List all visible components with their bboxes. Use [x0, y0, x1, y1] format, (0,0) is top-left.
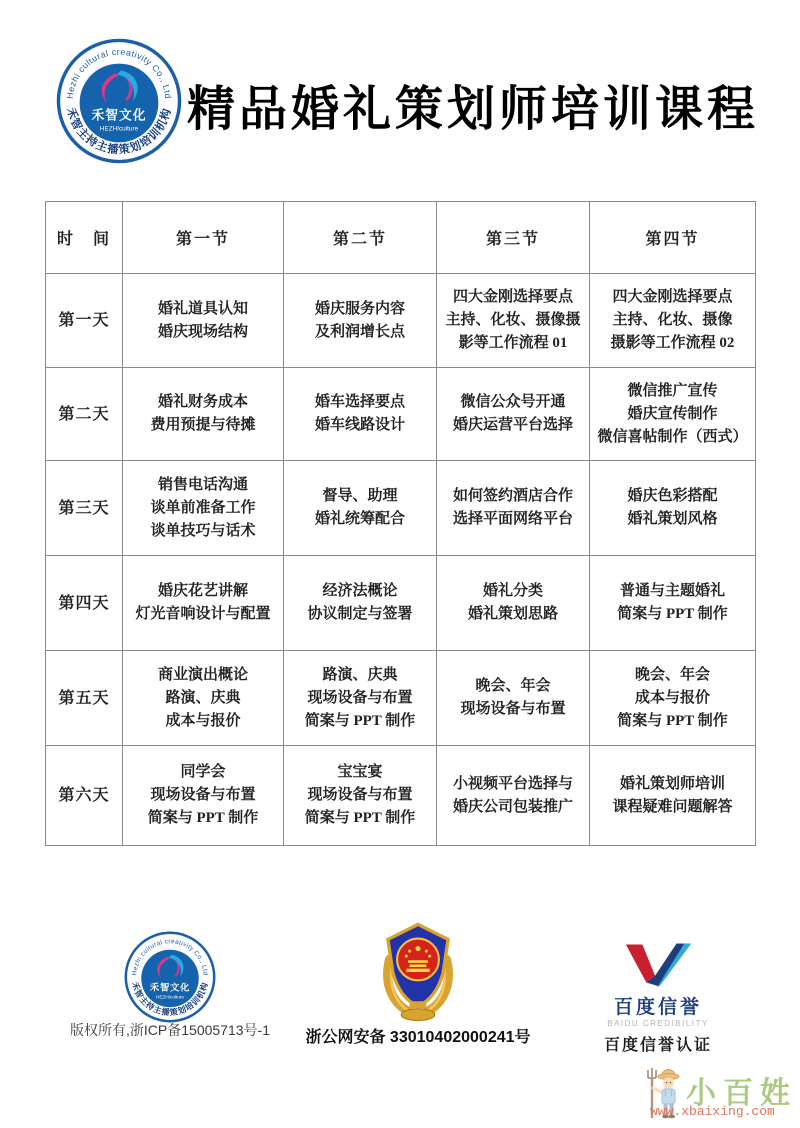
course-cell [437, 461, 590, 556]
course-cell [437, 651, 590, 746]
course-line: 及利润增长点 [314, 323, 405, 340]
course-cell [590, 651, 756, 746]
course-line: 简案与 PPT 制作 [147, 810, 259, 826]
course-cell [284, 274, 437, 368]
course-line: 摄影等工作流程 02 [610, 335, 735, 351]
course-cell [123, 556, 284, 651]
course-line: 简案与 PPT 制作 [617, 712, 728, 729]
course-cell [437, 746, 590, 846]
course-line: 婚车选择要点 [314, 394, 405, 410]
xbaixing-site-url: www.xbaixing.com [650, 1104, 775, 1119]
baidu-credibility-cn: 百度信誉 [613, 997, 702, 1018]
course-cell [590, 274, 756, 368]
hezhi-company-logo [56, 38, 182, 164]
course-line: 现场设备与布置 [150, 787, 256, 803]
course-line: 婚庆服务内容 [314, 300, 405, 317]
table-row [46, 746, 756, 846]
table-row [46, 556, 756, 651]
page-title: 精品婚礼策划师培训课程 [186, 83, 759, 136]
hezhi-company-logo-small [124, 931, 216, 1023]
course-cell [590, 556, 756, 651]
course-cell [284, 461, 437, 556]
table-row [46, 461, 756, 556]
course-line: 微信喜帖制作（西式） [597, 428, 748, 445]
course-line: 婚庆运营平台选择 [452, 417, 573, 433]
course-cell [284, 368, 437, 461]
column-header: 第二节 [284, 202, 437, 274]
course-line: 督导、助理 [322, 488, 398, 504]
course-line: 路演、庆典 [322, 666, 398, 683]
course-cell [284, 746, 437, 846]
course-line: 销售电话沟通 [157, 476, 248, 493]
course-line: 普通与主题婚礼 [619, 583, 725, 599]
course-line: 晚会、年会 [634, 666, 710, 683]
course-line: 小视频平台选择与 [452, 775, 573, 792]
table-row [46, 368, 756, 461]
course-cell [123, 651, 284, 746]
course-line: 灯光音响设计与配置 [135, 606, 271, 622]
baidu-v-icon [619, 938, 697, 990]
course-line: 如何签约酒店合作 [452, 488, 573, 504]
course-line: 婚礼统筹配合 [314, 511, 405, 527]
course-line: 婚庆色彩搭配 [627, 488, 718, 504]
course-line: 简案与 PPT 制作 [617, 606, 728, 622]
course-cell [123, 461, 284, 556]
course-line: 同学会 [180, 764, 226, 780]
course-cell [590, 368, 756, 461]
course-line: 成本与报价 [165, 712, 241, 729]
xbaixing-watermark [644, 1064, 797, 1124]
course-line: 主持、化妆、摄像 [612, 312, 733, 328]
police-record-text: 浙公网安备 33010402000241号 [305, 1029, 531, 1046]
course-line: 影等工作流程 01 [458, 335, 568, 351]
course-line: 主持、化妆、摄像摄 [445, 312, 581, 328]
table-row [46, 651, 756, 746]
course-line: 简案与 PPT 制作 [304, 712, 416, 729]
course-cell [123, 368, 284, 461]
course-line: 谈单前准备工作 [150, 499, 256, 516]
course-line: 成本与报价 [634, 689, 710, 706]
xbaixing-site-name: 小百姓 [686, 1077, 797, 1110]
course-cell [284, 556, 437, 651]
course-cell [590, 461, 756, 556]
course-line: 婚礼策划风格 [627, 511, 718, 527]
course-line: 微信推广宣传 [627, 382, 718, 399]
course-line: 现场设备与布置 [307, 689, 413, 706]
course-line: 婚礼策划师培训 [619, 775, 725, 792]
day-label: 第四天 [46, 556, 123, 651]
course-line: 课程疑难问题解答 [612, 798, 733, 815]
course-cell [123, 274, 284, 368]
course-schedule-table [45, 201, 756, 846]
course-line: 商业演出概论 [157, 666, 248, 683]
table-header-row [46, 202, 756, 274]
icp-copyright-text: 版权所有,浙ICP备15005713号-1 [70, 1022, 270, 1038]
column-header: 第四节 [590, 202, 756, 274]
baidu-credibility-block [593, 938, 723, 1055]
column-header: 时 间 [46, 202, 123, 274]
day-label: 第五天 [46, 651, 123, 746]
course-line: 婚庆花艺讲解 [157, 583, 248, 599]
course-line: 微信公众号开通 [460, 394, 566, 410]
course-line: 现场设备与布置 [307, 787, 413, 803]
course-line: 婚庆公司包装推广 [452, 798, 573, 815]
day-label: 第六天 [46, 746, 123, 846]
table-row [46, 274, 756, 368]
course-line: 简案与 PPT 制作 [304, 810, 416, 826]
course-line: 宝宝宴 [337, 764, 383, 780]
column-header: 第三节 [437, 202, 590, 274]
course-line: 现场设备与布置 [460, 701, 566, 717]
course-line: 婚礼策划思路 [467, 606, 558, 622]
course-line: 婚礼财务成本 [157, 394, 248, 410]
course-line: 晚会、年会 [475, 678, 551, 694]
course-line: 婚礼分类 [482, 583, 543, 599]
course-cell [437, 274, 590, 368]
baidu-credibility-en: BAIDU CREDIBILITY [607, 1019, 709, 1028]
course-line: 婚庆宣传制作 [627, 405, 718, 422]
column-header: 第一节 [123, 202, 284, 274]
day-label: 第一天 [46, 274, 123, 368]
course-line: 四大金刚选择要点 [612, 289, 733, 305]
course-line: 经济法概论 [322, 583, 398, 599]
course-line: 四大金刚选择要点 [452, 289, 573, 305]
course-cell [590, 746, 756, 846]
course-line: 婚礼道具认知 [157, 300, 248, 317]
baidu-cert-text: 百度信誉认证 [603, 1037, 712, 1054]
course-line: 婚庆现场结构 [157, 323, 248, 340]
course-line: 路演、庆典 [165, 689, 241, 706]
course-cell [284, 651, 437, 746]
course-line: 选择平面网络平台 [452, 511, 573, 527]
day-label: 第二天 [46, 368, 123, 461]
course-line: 协议制定与签署 [307, 606, 413, 622]
police-badge-icon [376, 921, 460, 1023]
day-label: 第三天 [46, 461, 123, 556]
course-cell [123, 746, 284, 846]
course-line: 谈单技巧与话术 [150, 522, 256, 539]
course-cell [437, 368, 590, 461]
course-cell [437, 556, 590, 651]
course-line: 费用预提与待摊 [150, 417, 256, 433]
course-line: 婚车线路设计 [314, 417, 405, 433]
